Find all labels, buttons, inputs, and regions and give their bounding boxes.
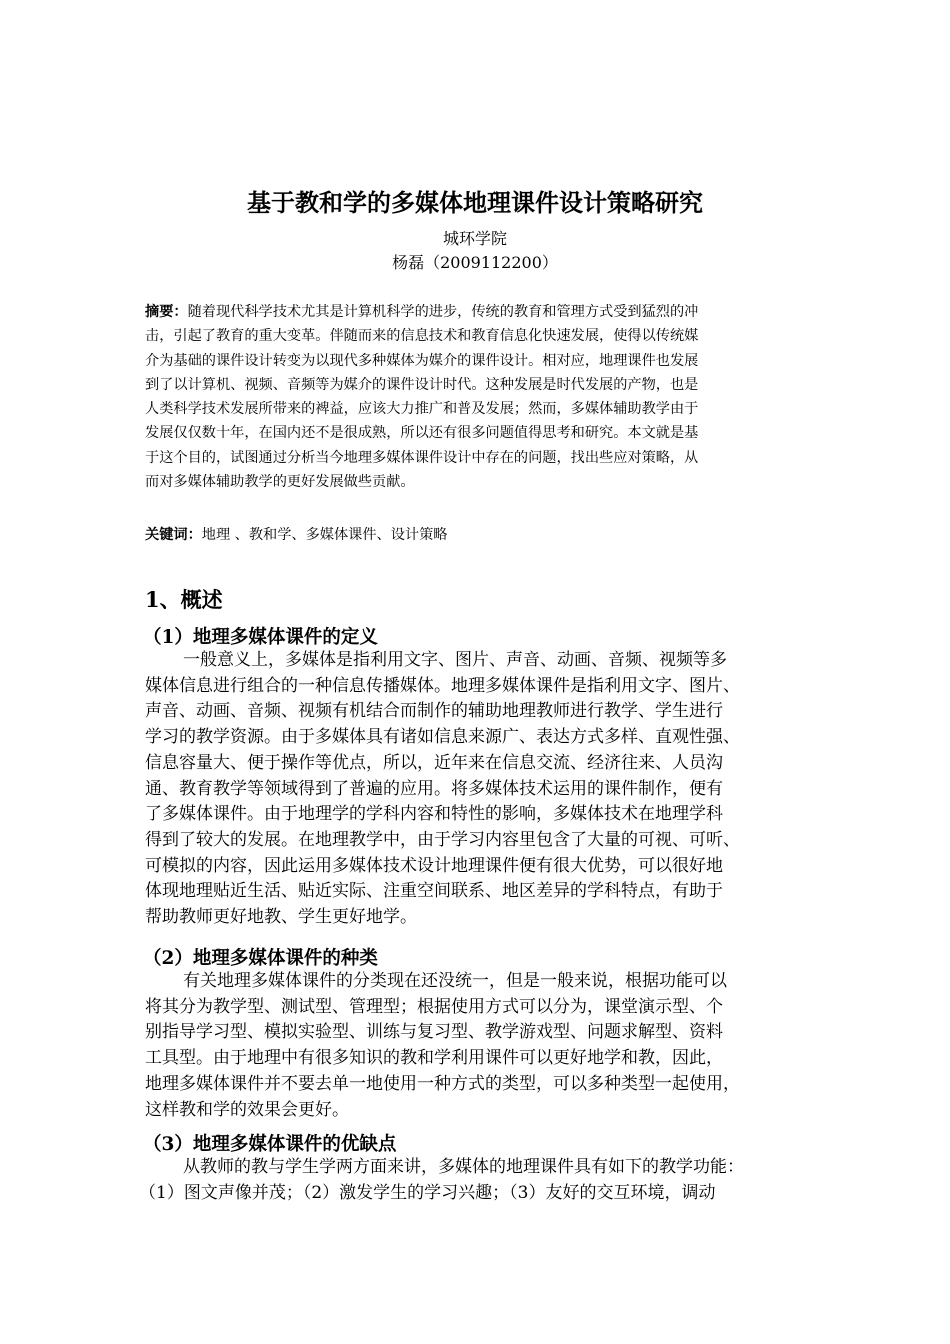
paragraph-line: 有关地理多媒体课件的分类现在还没统一，但是一般来说，根据功能可以	[183, 971, 727, 991]
paragraph-line: 工具型。由于地理中有很多知识的教和学利用课件可以更好地学和教，因此，	[145, 1048, 723, 1069]
subsection-heading: （1）地理多媒体课件的定义	[143, 627, 378, 648]
paragraph-line: 帮助教师更好地教、学生更好地学。	[145, 907, 417, 928]
paragraph-line: 得到了较大的发展。在地理教学中，由于学习内容里包含了大量的可视、可听、	[145, 829, 740, 850]
paragraph-line: （1）图文声像并茂；（2）激发学生的学习兴趣；（3）友好的交互环境，调动	[139, 1182, 716, 1203]
paragraph-types	[145, 969, 825, 1123]
section-heading: 1、概述	[145, 587, 223, 612]
paragraph-pros-cons	[139, 1155, 825, 1206]
paragraph-line: 体现地理贴近生活、贴近实际、注重空间联系、地区差异的学科特点，有助于	[145, 881, 723, 902]
paragraph-line: 学习的教学资源。由于多媒体具有诸如信息来源广、表达方式多样、直观性强、	[145, 727, 740, 748]
subsection-heading: （3）地理多媒体课件的优缺点	[143, 1134, 397, 1155]
paragraph-line: 将其分为教学型、测试型、管理型；根据使用方式可以分为，课堂演示型、个	[145, 996, 723, 1017]
subsection-heading: （2）地理多媒体课件的种类	[143, 948, 378, 969]
document-title: 基于教和学的多媒体地理课件设计策略研究	[247, 188, 703, 217]
paragraph-line: 媒体信息进行组合的一种信息传播媒体。地理多媒体课件是指利用文字、图片、	[145, 675, 740, 696]
paragraph-line: 了多媒体课件。由于地理学的学科内容和特性的影响，多媒体技术在地理学科	[145, 804, 723, 825]
abstract-line: 击，引起了教育的重大变革。伴随而来的信息技术和教育信息化快速发展，使得以传统媒	[145, 328, 699, 345]
abstract-line: 介为基础的课件设计转变为以现代多种媒体为媒介的课件设计。相对应，地理课件也发展	[145, 352, 699, 369]
paragraph-line: 通、教育教学等领域得到了普遍的应用。将多媒体技术运用的课件制作，便有	[145, 778, 723, 799]
paragraph-line: 从教师的教与学生学两方面来讲，多媒体的地理课件具有如下的教学功能：	[183, 1157, 744, 1177]
keywords-label: 关键词：	[145, 527, 202, 543]
paragraph-definition	[145, 648, 825, 931]
paragraph-line: 可模拟的内容，因此运用多媒体技术设计地理课件便有很大优势，可以很好地	[145, 855, 723, 876]
paragraph-line: 信息容量大、便于操作等优点，所以，近年来在信息交流、经济往来、人员沟	[145, 752, 723, 773]
abstract-line: 发展仅仅数十年，在国内还不是很成熟，所以还有很多问题值得思考和研究。本文就是基	[145, 425, 699, 442]
abstract-line: 到了以计算机、视频、音频等为媒介的课件设计时代。这种发展是时代发展的产物，也是	[145, 376, 699, 393]
paragraph-line: 地理多媒体课件并不要去单一地使用一种方式的类型，可以多种类型一起使用，	[145, 1073, 740, 1094]
abstract-label: 摘要：	[145, 304, 188, 320]
abstract	[145, 300, 815, 494]
paragraph-line: 别指导学习型、模拟实验型、训练与复习型、教学游戏型、问题求解型、资料	[145, 1022, 723, 1043]
keywords-text: 地理 、教和学、多媒体课件、设计策略	[201, 527, 448, 543]
paragraph-line: 声音、动画、音频、视频有机结合而制作的辅助地理教师进行教学、学生进行	[145, 701, 723, 722]
abstract-line: 于这个目的，试图通过分析当今地理多媒体课件设计中存在的问题，找出些应对策略，从	[145, 449, 699, 466]
abstract-line: 随着现代科学技术尤其是计算机科学的进步，传统的教育和管理方式受到猛烈的冲	[187, 304, 699, 320]
abstract-line: 人类科学技术发展所带来的裨益，应该大力推广和普及发展；然而，多媒体辅助教学由于	[145, 401, 699, 418]
author: 杨磊（2009112200）	[392, 253, 558, 272]
paragraph-line: 这样教和学的效果会更好。	[145, 1099, 349, 1120]
abstract-line: 而对多媒体辅助教学的更好发展做些贡献。	[145, 474, 415, 491]
affiliation: 城环学院	[442, 229, 507, 248]
paragraph-line: 一般意义上，多媒体是指利用文字、图片、声音、动画、音频、视频等多	[183, 650, 727, 670]
keywords	[145, 524, 825, 544]
